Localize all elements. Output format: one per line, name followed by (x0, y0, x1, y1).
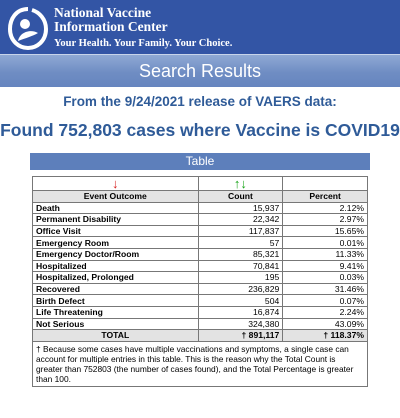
org-name-line2: Information Center (54, 19, 168, 34)
results-table (32, 176, 368, 387)
outcome-cell: Hospitalized, Prolonged (33, 272, 199, 284)
table-row (33, 306, 368, 318)
sort-row (33, 177, 368, 191)
table-row (33, 318, 368, 330)
table-row (33, 260, 368, 272)
outcome-cell: Death (33, 202, 199, 214)
table-label: Table (30, 153, 370, 170)
count-cell: 85,321 (198, 248, 283, 260)
found-heading: Found 752,803 cases where Vaccine is COVID19 (0, 120, 400, 140)
percent-cell: 0.07% (283, 295, 368, 307)
outcome-cell: Office Visit (33, 225, 199, 237)
outcome-cell: Emergency Doctor/Room (33, 248, 199, 260)
percent-cell: 9.41% (283, 260, 368, 272)
outcome-cell: Birth Defect (33, 295, 199, 307)
footnote-row (33, 341, 368, 386)
count-cell: 195 (198, 272, 283, 284)
release-text: From the 9/24/2021 release of VAERS data: (63, 94, 337, 109)
column-header-percent[interactable]: Percent (283, 191, 368, 203)
table-row (33, 295, 368, 307)
percent-cell: 2.24% (283, 306, 368, 318)
sort-percent-cell (283, 177, 368, 191)
count-cell: 22,342 (198, 214, 283, 226)
percent-cell: 0.01% (283, 237, 368, 249)
count-cell: 117,837 (198, 225, 283, 237)
count-cell: 15,937 (198, 202, 283, 214)
percent-cell: 2.97% (283, 214, 368, 226)
sort-count-cell (198, 177, 283, 191)
percent-cell: 31.46% (283, 283, 368, 295)
count-cell: 57 (198, 237, 283, 249)
outcome-cell: Not Serious (33, 318, 199, 330)
percent-cell: 43.09% (283, 318, 368, 330)
footnote: † Because some cases have multiple vaccinations and symptoms, a single case can account for multiple entries in this table. This is the reason why the Total Count is greater than 752803 (the number of cases found), and the Total Percentage is greater than 100. (33, 341, 368, 386)
total-count: † 891,117 (198, 330, 283, 342)
count-cell: 70,841 (198, 260, 283, 272)
sort-down-arrow-icon[interactable]: ↓ (112, 176, 119, 191)
table-row (33, 237, 368, 249)
org-name-line1: National Vaccine (54, 5, 152, 20)
sort-outcome-cell (33, 177, 199, 191)
column-header-count[interactable]: Count (198, 191, 283, 203)
count-cell: 16,874 (198, 306, 283, 318)
org-name[interactable] (54, 6, 168, 34)
tagline: Your Health. Your Family. Your Choice. (54, 38, 233, 49)
table-row (33, 225, 368, 237)
count-cell: 236,829 (198, 283, 283, 295)
percent-cell: 11.33% (283, 248, 368, 260)
table-row (33, 248, 368, 260)
table-row (33, 272, 368, 284)
column-header-row (33, 191, 368, 203)
percent-cell: 2.12% (283, 202, 368, 214)
sort-up-down-arrows-icon[interactable]: ↑↓ (233, 176, 247, 191)
count-cell: 324,380 (198, 318, 283, 330)
outcome-cell: Hospitalized (33, 260, 199, 272)
percent-cell: 15.65% (283, 225, 368, 237)
total-percent: † 118.37% (283, 330, 368, 342)
outcome-cell: Emergency Room (33, 237, 199, 249)
total-row (33, 330, 368, 342)
outcome-cell: Permanent Disability (33, 214, 199, 226)
count-cell: 504 (198, 295, 283, 307)
page-title: Search Results (0, 54, 400, 87)
total-label: TOTAL (33, 330, 199, 342)
table-row (33, 202, 368, 214)
percent-cell: 0.03% (283, 272, 368, 284)
outcome-cell: Recovered (33, 283, 199, 295)
nvic-logo-icon[interactable] (6, 5, 50, 51)
outcome-cell: Life Threatening (33, 306, 199, 318)
table-row (33, 283, 368, 295)
table-row (33, 214, 368, 226)
column-header-outcome[interactable]: Event Outcome (33, 191, 199, 203)
site-header (0, 0, 400, 54)
